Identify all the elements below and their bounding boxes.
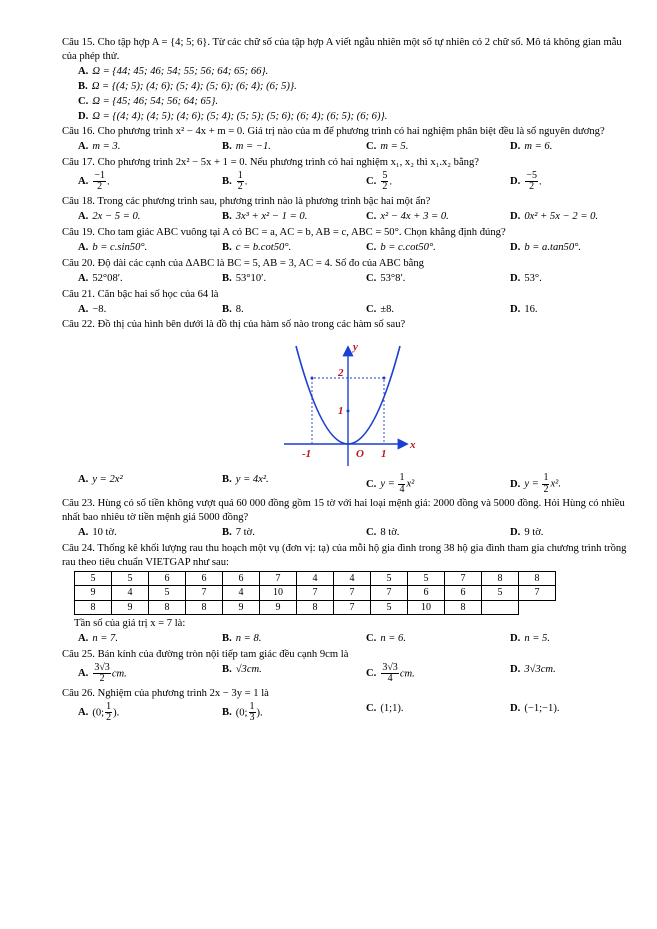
q16-option-b[interactable]: B. m = −1.: [222, 140, 271, 152]
q15-option-c[interactable]: C. Ω = {45; 46; 54; 56; 64; 65}.: [78, 95, 218, 107]
tick-x1: 1: [381, 448, 387, 461]
q22-option-b[interactable]: B. y = 4x².: [222, 474, 269, 486]
q16-option-a[interactable]: A. m = 3.: [78, 140, 121, 152]
table-cell: 6: [223, 572, 260, 586]
table-cell: 10: [260, 586, 297, 600]
point-neg1-2: [311, 377, 314, 380]
q20-option-c[interactable]: C. 53°8′.: [366, 272, 406, 284]
table-cell: 8: [445, 600, 482, 614]
q24-option-c[interactable]: C. n = 6.: [366, 632, 407, 644]
table-cell: 9: [75, 586, 112, 600]
q24-sub-question: Tần số của giá trị x = 7 là:: [74, 617, 186, 629]
point-0-1: [347, 410, 350, 413]
q18-option-b[interactable]: B. 3x³ + x² − 1 = 0.: [222, 210, 308, 222]
table-cell: 9: [260, 600, 297, 614]
q18-option-d[interactable]: D. 0x² + 5x − 2 = 0.: [510, 210, 599, 222]
q26-option-c[interactable]: C. (1;1).: [366, 702, 404, 714]
q22-option-c[interactable]: C. y = $\frac{1}{4}$ x²: [366, 472, 415, 495]
question-17: Câu 17. Cho phương trình 2x² − 5x + 1 = 0. Nếu phương trình có hai nghiệm x₁, x₂ thì x₁.x₂ bằng?: [62, 156, 479, 168]
q25-option-d[interactable]: D. 3√3cm.: [510, 663, 556, 675]
q23-option-b[interactable]: B. 7 tờ.: [222, 527, 255, 539]
origin-label: O: [356, 448, 364, 461]
q18-option-a[interactable]: A. 2x − 5 = 0.: [78, 210, 141, 222]
q19-option-d[interactable]: D. b = a.tan50°.: [510, 241, 582, 253]
q26-option-d[interactable]: D. (−1;−1).: [510, 702, 560, 714]
table-cell: 8: [149, 600, 186, 614]
question-19: Câu 19. Cho tam giác ABC vuông tại A có BC = a, AC = b, AB = c, ABC = 50°. Chọn khẳng định đúng?: [62, 226, 506, 238]
q22-option-a[interactable]: A. y = 2x²: [78, 474, 123, 486]
q17-option-a[interactable]: A. $\frac{-1}{2}$ .: [78, 169, 110, 193]
table-cell: 7: [334, 600, 371, 614]
exam-page: [62, 36, 636, 726]
table-cell: 8: [75, 600, 112, 614]
q21-option-a[interactable]: A. −8.: [78, 303, 107, 315]
q24-option-b[interactable]: B. n = 8.: [222, 632, 262, 644]
tick-y1: 1: [338, 405, 344, 418]
q21-option-d[interactable]: D. 16.: [510, 303, 538, 315]
table-cell: [482, 600, 519, 614]
q19-option-b[interactable]: B. c = b.cot50°.: [222, 241, 292, 253]
table-cell: 7: [445, 572, 482, 586]
q25-option-b[interactable]: B. √3cm.: [222, 663, 262, 675]
table-cell: 8: [186, 600, 223, 614]
q24-option-d[interactable]: D. n = 5.: [510, 632, 551, 644]
table-cell: 6: [408, 586, 445, 600]
question-26: Câu 26. Nghiệm của phương trình 2x − 3y = 1 là: [62, 687, 269, 699]
x-axis-label: x: [410, 439, 416, 452]
parabola-figure: [274, 336, 424, 471]
q25-option-a[interactable]: A. $\frac{3√3}{2}$ cm.: [78, 661, 127, 685]
question-22: Câu 22. Đồ thị của hình bên dưới là đồ thị của hàm số nào trong các hàm số sau?: [62, 319, 406, 331]
table-cell: 4: [112, 586, 149, 600]
question-23: Câu 23. Hùng có số tiền không vượt quá 60 000 đồng gồm 15 tờ với hai loại mệnh giá: 2000 đồng và 5000 đồng. Hỏi Hùng có nhiều nhất bao nhiêu tờ tiền mệnh giá 5000 đồng?: [62, 498, 625, 524]
q24-option-a[interactable]: A. n = 7.: [78, 632, 119, 644]
table-cell: 8: [482, 572, 519, 586]
q23-option-a[interactable]: A. 10 tờ.: [78, 527, 117, 539]
q19-option-a[interactable]: A. b = c.sin50°.: [78, 241, 148, 253]
frequency-table: [74, 571, 556, 615]
y-axis-label: y: [353, 341, 358, 354]
table-cell: 4: [297, 572, 334, 586]
table-cell: 5: [149, 586, 186, 600]
table-cell: 5: [408, 572, 445, 586]
q16-option-d[interactable]: D. m = 6.: [510, 140, 553, 152]
q23-option-d[interactable]: D. 9 tờ.: [510, 527, 544, 539]
q15-option-a[interactable]: A. Ω = {44; 45; 46; 54; 55; 56; 64; 65; 66}.: [78, 65, 269, 77]
q25-option-c[interactable]: C. $\frac{3√3}{4}$ cm.: [366, 661, 415, 685]
question-21: Câu 21. Căn bậc hai số học của 64 là: [62, 288, 219, 300]
q21-option-b[interactable]: B. 8.: [222, 303, 244, 315]
table-row: [75, 600, 556, 614]
table-cell: 7: [260, 572, 297, 586]
q22-option-d[interactable]: D. y = $\frac{1}{2}$ x².: [510, 472, 561, 495]
q17-option-c[interactable]: C. $\frac{5}{2}$ .: [366, 169, 392, 193]
q20-option-a[interactable]: A. 52°08′.: [78, 272, 123, 284]
question-20: Câu 20. Độ dài các cạnh của ΔABC là BC = 5, AB = 3, AC = 4. Số đo của ABC bằng: [62, 257, 424, 269]
question-25: Câu 25. Bán kính của đường tròn nội tiếp tam giác đều cạnh 9cm là: [62, 648, 349, 660]
table-row: [75, 572, 556, 586]
q16-option-c[interactable]: C. m = 5.: [366, 140, 409, 152]
table-cell: 5: [371, 572, 408, 586]
table-cell: 7: [334, 586, 371, 600]
question-18: Câu 18. Trong các phương trình sau, phương trình nào là phương trình bậc hai một ẩn?: [62, 195, 431, 207]
table-row: [75, 586, 556, 600]
tick-y2: 2: [338, 367, 344, 380]
table-cell: 6: [149, 572, 186, 586]
question-16: Câu 16. Cho phương trình x² − 4x + m = 0. Giá trị nào của m để phương trình có hai nghiệm phân biệt đều là số nguyên dương?: [62, 125, 605, 137]
q20-option-d[interactable]: D. 53°.: [510, 272, 542, 284]
point-1-2: [383, 377, 386, 380]
table-cell: 4: [223, 586, 260, 600]
table-cell: 5: [75, 572, 112, 586]
table-cell: 6: [445, 586, 482, 600]
q15-option-d[interactable]: D. Ω = {(4; 4); (4; 5); (4; 6); (5; 4); (5; 5); (5; 6); (6; 4); (6; 5); (6; 6)}.: [78, 110, 388, 122]
table-cell: 9: [112, 600, 149, 614]
q20-option-b[interactable]: B. 53°10′.: [222, 272, 267, 284]
table-cell: 7: [186, 586, 223, 600]
table-cell: 6: [186, 572, 223, 586]
parabola-graph: [62, 336, 636, 471]
q15-option-b[interactable]: B. Ω = {(4; 5); (4; 6); (5; 4); (5; 6); (6; 4); (6; 5)}.: [78, 80, 297, 92]
q17-option-d[interactable]: D. $\frac{-5}{2}$ .: [510, 169, 542, 193]
table-cell: 10: [408, 600, 445, 614]
q26-option-b[interactable]: B. (0; $\frac{1}{3}$ ).: [222, 700, 263, 724]
table-cell: 5: [112, 572, 149, 586]
q17-option-b[interactable]: B. $\frac{1}{2}$ .: [222, 169, 248, 193]
table-cell: 8: [297, 600, 334, 614]
table-cell: 4: [334, 572, 371, 586]
table-cell: 5: [482, 586, 519, 600]
q19-option-c[interactable]: C. b = c.cot50°.: [366, 241, 436, 253]
question-15: Câu 15. Cho tập hợp A = {4; 5; 6}. Từ các chữ số của tập hợp A viết ngẫu nhiên một số tự nhiên có 2 chữ số. Mô tả không gian mẫu của phép thử.: [62, 37, 622, 62]
question-24: Câu 24. Thống kê khối lượng rau thu hoạch một vụ (đơn vị: tạ) của mỗi hộ gia đình trong 38 hộ gia đình tham gia chương trình trồng rau theo tiêu chuẩn VIETGAP như sau:: [62, 543, 627, 569]
q23-option-c[interactable]: C. 8 tờ.: [366, 527, 400, 539]
table-cell: 9: [223, 600, 260, 614]
table-cell: 7: [297, 586, 334, 600]
q18-option-c[interactable]: C. x² − 4x + 3 = 0.: [366, 210, 449, 222]
q26-option-a[interactable]: A. (0; $\frac{1}{2}$ ).: [78, 700, 120, 724]
table-cell: 5: [371, 600, 408, 614]
table-cell: 8: [519, 572, 556, 586]
tick-neg1: -1: [302, 448, 312, 461]
table-cell: 7: [519, 586, 556, 600]
table-cell: 7: [371, 586, 408, 600]
q21-option-c[interactable]: C. ±8.: [366, 303, 395, 315]
